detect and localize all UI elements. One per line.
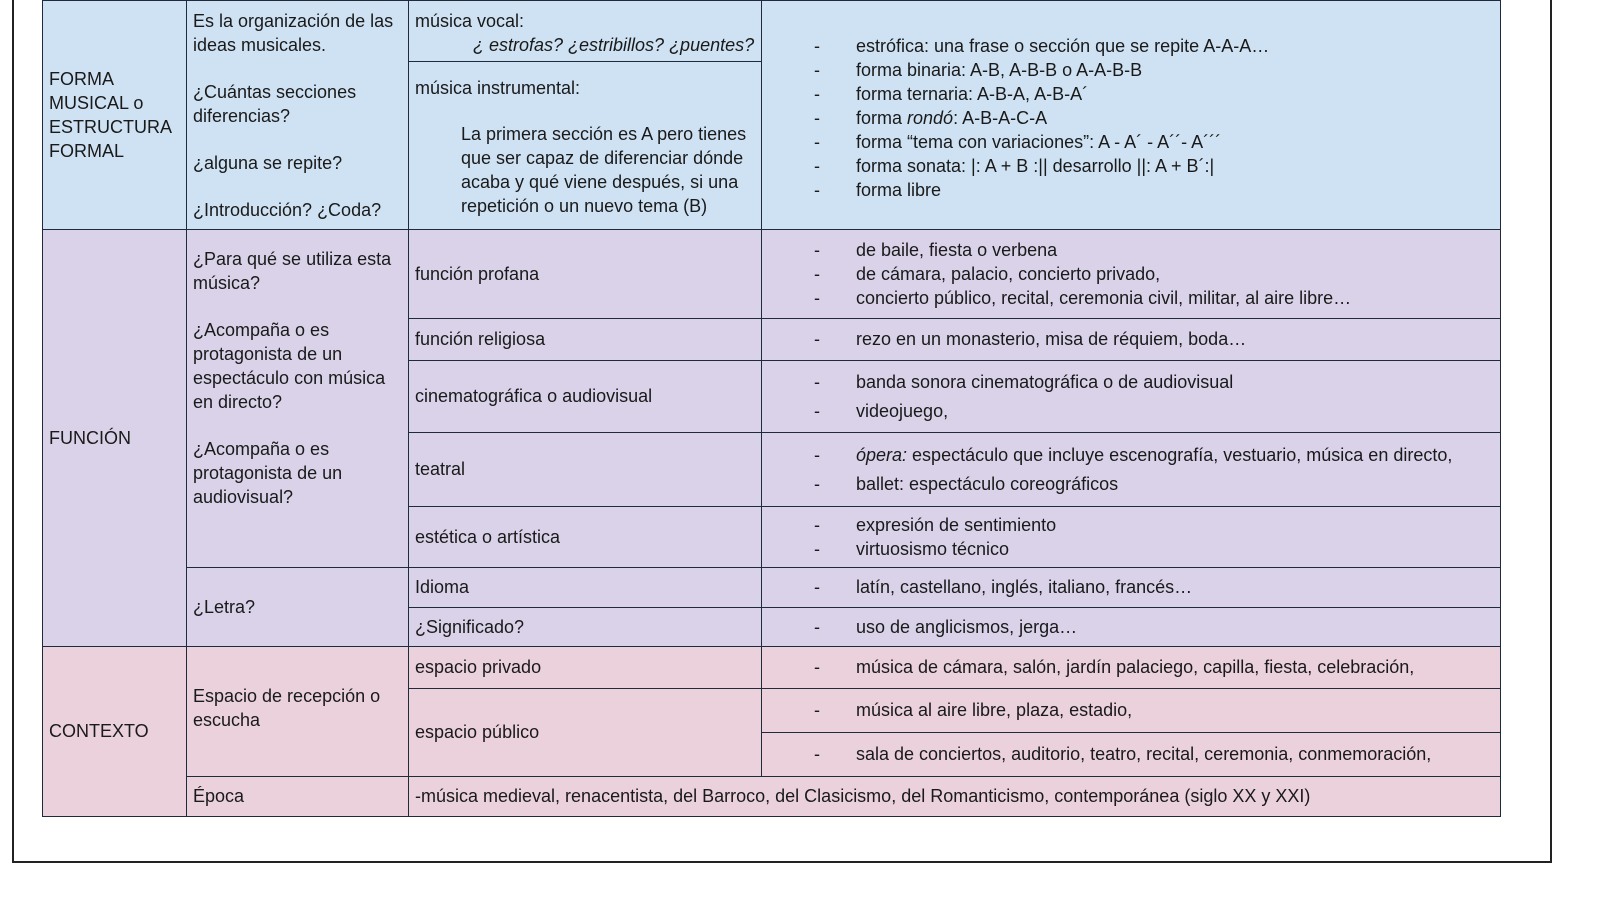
significado-items-cell — [761, 607, 1501, 648]
funcion-teatral-item: - ópera: espectáculo que incluye escenografía, vestuario, música en directo, — [814, 444, 1453, 465]
espacio-publico-items-cell-2 — [761, 732, 1501, 778]
significado-cell — [408, 607, 763, 648]
contexto-label-cell — [42, 646, 188, 817]
espacio-privado-item: - música de cámara, salón, jardín palaciego, capilla, fiesta, celebración, — [814, 657, 1415, 677]
forma-label: FORMA MUSICAL o ESTRUCTURA FORMAL — [49, 68, 172, 161]
espacio-publico-items-cell-1 — [761, 688, 1501, 734]
contexto-label: CONTEXTO — [49, 720, 149, 741]
forma-type-item: - forma ternaria: A-B-A, A-B-A´ — [814, 84, 1089, 104]
significado-label: ¿Significado? — [415, 616, 525, 637]
funcion-question: ¿Acompaña o es protagonista de un espectáculo con música en directo? — [193, 320, 386, 412]
funcion-teatral-items-cell — [761, 432, 1501, 508]
funcion-religiosa: función religiosa — [415, 329, 546, 349]
idioma-label: Idioma — [415, 577, 470, 597]
musica-instrumental-text: La primera sección es A pero tienes que ser capaz de diferenciar dónde acaba y qué viene después, si una repetición o un nuevo tema (B) — [461, 124, 747, 216]
forma-question: Es la organización de las ideas musicales. — [193, 11, 394, 55]
funcion-religiosa-items-cell — [761, 318, 1501, 362]
funcion-cine-item: - banda sonora cinematográfica o de audiovisual — [814, 371, 1234, 392]
funcion-cine: cinematográfica o audiovisual — [415, 386, 653, 406]
forma-type-item: - forma sonata: |: A + B :|| desarrollo ||: A + B´:| — [814, 156, 1215, 176]
forma-type-item: - estrófica: una frase o sección que se repite A-A-A… — [814, 36, 1270, 56]
funcion-estetica: estética o artística — [415, 526, 561, 547]
forma-type-item: - forma binaria: A-B, A-B-B o A-A-B-B — [814, 60, 1143, 80]
epoca-item: -música medieval, renacentista, del Barroco, del Clasicismo, del Romanticismo, contemporánea (siglo XX y XXI) — [415, 785, 1311, 806]
funcion-estetica-item: - virtuosismo técnico — [814, 538, 1010, 559]
funcion-teatral: teatral — [415, 459, 466, 479]
forma-question: ¿Cuántas secciones diferencias? — [193, 82, 357, 126]
espacio-privado-items-cell — [761, 646, 1501, 690]
funcion-question: ¿Acompaña o es protagonista de un audiovisual? — [193, 439, 343, 507]
espacio-publico-item: - música al aire libre, plaza, estadio, — [814, 700, 1133, 720]
epoca-cell — [186, 776, 410, 817]
funcion-teatral-cell — [408, 432, 763, 508]
funcion-label-cell — [42, 229, 188, 648]
funcion-religiosa-item: - rezo en un monasterio, misa de réquiem, boda… — [814, 329, 1247, 349]
funcion-cine-cell — [408, 360, 763, 434]
musica-vocal-questions: ¿ estrofas? ¿estribillos? ¿puentes? — [473, 35, 755, 55]
forma-types-cell — [761, 0, 1501, 231]
funcion-profana-cell — [408, 229, 763, 320]
significado-item: - uso de anglicismos, jerga… — [814, 616, 1078, 637]
funcion-profana-items-cell — [761, 229, 1501, 320]
forma-type-item: - forma “tema con variaciones”: A - A´ - A´´- A´´´ — [814, 132, 1222, 152]
letra-question: ¿Letra? — [193, 596, 256, 617]
forma-question: ¿alguna se repite? — [193, 153, 343, 173]
funcion-estetica-items-cell — [761, 506, 1501, 569]
forma-type-item: - forma libre — [814, 180, 942, 200]
espacio-publico-cell — [408, 688, 763, 778]
funcion-profana-item: - de baile, fiesta o verbena — [814, 239, 1058, 260]
espacio-question-cell — [186, 646, 410, 778]
espacio-privado-cell — [408, 646, 763, 690]
idioma-cell — [408, 567, 763, 609]
espacio-publico: espacio público — [415, 722, 540, 742]
forma-type-item: - forma rondó: A-B-A-C-A — [814, 108, 1048, 128]
funcion-estetica-cell — [408, 506, 763, 569]
epoca-label: Época — [193, 785, 245, 806]
funcion-questions-cell — [186, 229, 410, 569]
musica-instrumental-title: música instrumental: — [415, 78, 581, 98]
espacio-publico-item: - sala de conciertos, auditorio, teatro, recital, ceremonia, conmemoración, — [814, 744, 1432, 764]
idioma-item: - latín, castellano, inglés, italiano, francés… — [814, 577, 1193, 597]
funcion-profana-item: - concierto público, recital, ceremonia civil, militar, al aire libre… — [814, 287, 1352, 308]
funcion-profana: función profana — [415, 263, 540, 284]
epoca-items-cell — [408, 776, 1501, 817]
funcion-cine-item: - videojuego, — [814, 400, 949, 421]
funcion-teatral-item: - ballet: espectáculo coreográficos — [814, 473, 1119, 494]
funcion-profana-item: - de cámara, palacio, concierto privado, — [814, 263, 1161, 284]
espacio-question: Espacio de recepción o escucha — [193, 686, 381, 730]
musica-vocal-title: música vocal: — [415, 11, 525, 31]
forma-label-cell — [42, 0, 188, 231]
musica-instrumental-cell — [408, 61, 763, 231]
music-analysis-table — [42, 0, 1501, 817]
funcion-question: ¿Para qué se utiliza esta música? — [193, 249, 392, 293]
funcion-religiosa-cell — [408, 318, 763, 362]
idioma-items-cell — [761, 567, 1501, 609]
funcion-cine-items-cell — [761, 360, 1501, 434]
forma-question: ¿Introducción? ¿Coda? — [193, 200, 382, 220]
forma-questions-cell — [186, 0, 410, 231]
funcion-estetica-item: - expresión de sentimiento — [814, 514, 1057, 535]
musica-vocal-cell — [408, 0, 763, 63]
letra-question-cell — [186, 567, 410, 648]
espacio-privado: espacio privado — [415, 657, 542, 677]
funcion-label: FUNCIÓN — [49, 427, 131, 448]
